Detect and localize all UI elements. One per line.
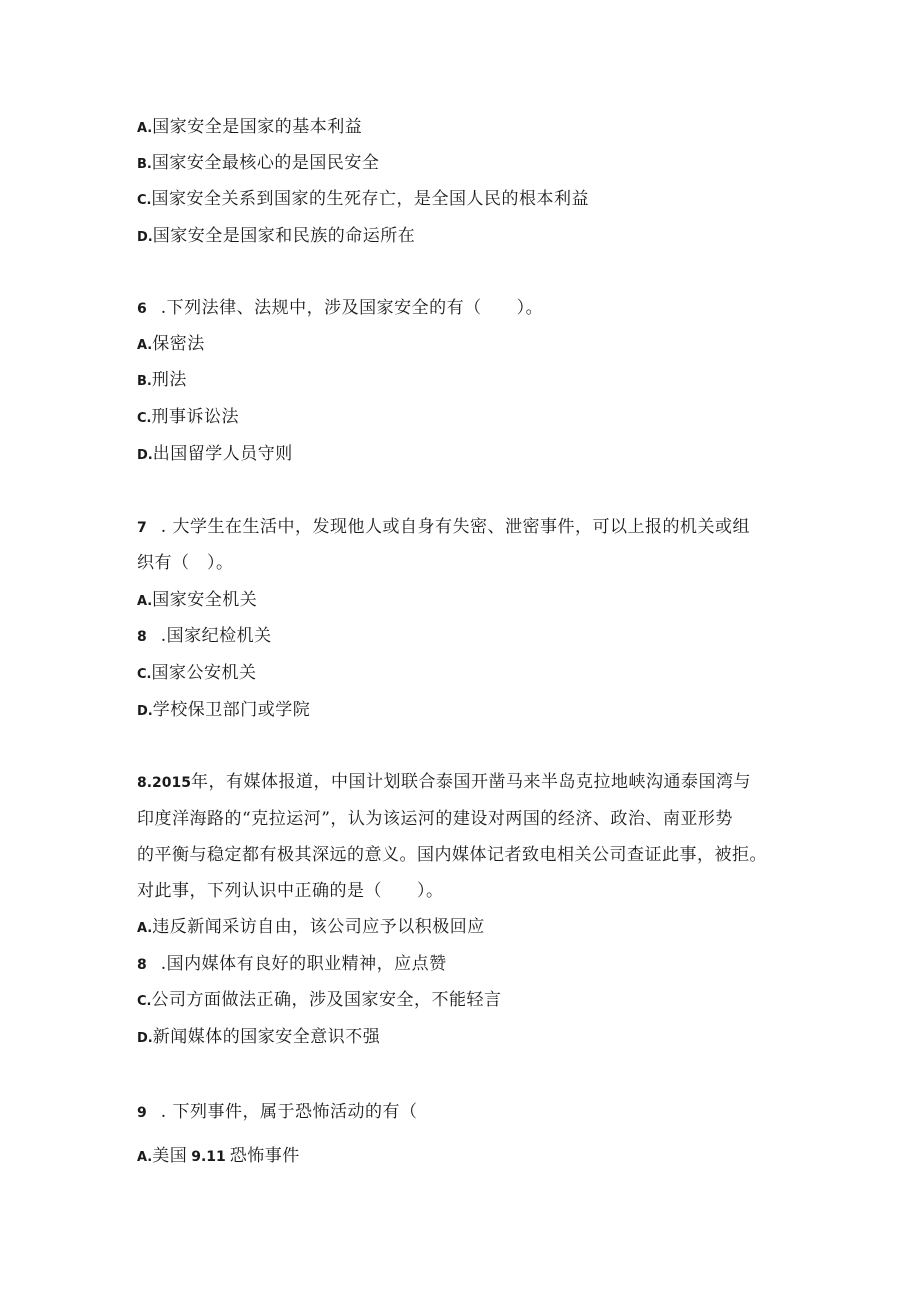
option-text: 国家安全是国家的基本利益: [152, 117, 363, 137]
q5-option-c: [137, 188, 589, 212]
option-text: 出国留学人员守则: [152, 444, 293, 464]
q6-option-d: [137, 443, 293, 467]
option-label: C.: [137, 667, 152, 682]
question-text: . 大学生在生活中，发现他人或自身有失密、泄密事件，可以上报的机关或组: [160, 517, 751, 537]
question-number: 9: [137, 1105, 147, 1121]
question-number: 6: [137, 301, 147, 317]
option-label: A.: [137, 121, 153, 136]
q8-stem-line1: [137, 771, 751, 794]
q8-stem-line3: [137, 844, 767, 866]
question-text: 对此事，下列认识中正确的是（ ）。: [137, 881, 444, 901]
q5-option-a: [137, 116, 362, 140]
q8-option-c: [137, 989, 501, 1013]
option-label: A.: [137, 594, 153, 609]
option-label: D.: [137, 1031, 153, 1046]
q8-option-b: [137, 953, 447, 976]
option-label: D.: [137, 448, 153, 463]
option-text: 国家安全机关: [152, 590, 258, 610]
q6-option-a: [137, 333, 205, 357]
option-text-bold: 9.11: [191, 1149, 226, 1165]
option-text: 刑法: [151, 370, 187, 390]
option-label: C.: [137, 411, 152, 426]
option-text: 国家安全最核心的是国民安全: [151, 153, 380, 173]
q7-stem-line2: [137, 552, 234, 574]
option-label: B.: [137, 374, 152, 389]
option-text: 违反新闻采访自由，该公司应予以积极回应: [152, 917, 485, 937]
option-label: 8: [137, 957, 147, 973]
q5-option-d: [137, 225, 415, 249]
q7-option-a: [137, 589, 257, 613]
q6-stem: [137, 297, 543, 320]
question-number: 8.2015: [137, 775, 192, 791]
question-text: 织有（ ）。: [137, 553, 234, 573]
option-text: 国家安全关系到国家的生死存亡，是全国人民的根本利益: [151, 189, 589, 209]
question-text: 印度洋海路的“克拉运河”，认为该运河的建设对两国的经济、政治、南亚形势: [137, 809, 733, 829]
q8-option-d: [137, 1026, 380, 1050]
q8-option-a: [137, 916, 485, 940]
option-label: A.: [137, 921, 153, 936]
option-text: 公司方面做法正确，涉及国家安全，不能轻言: [151, 990, 502, 1010]
q7-option-b: [137, 625, 272, 648]
question-text: 年，有媒体报道，中国计划联合泰国开凿马来半岛克拉地峡沟通泰国湾与: [191, 772, 752, 792]
q6-option-c: [137, 406, 239, 430]
q8-stem-line4: [137, 880, 444, 902]
option-text: .国内媒体有良好的职业精神，应点赞: [160, 954, 447, 974]
q9-option-a: [137, 1145, 300, 1169]
q6-option-b: [137, 369, 187, 393]
option-label: B.: [137, 157, 152, 172]
option-label: D.: [137, 704, 153, 719]
question-number: 7: [137, 520, 147, 536]
q7-option-d: [137, 699, 310, 723]
option-text: 刑事诉讼法: [151, 407, 239, 427]
q9-stem: [137, 1101, 418, 1124]
option-text: .国家纪检机关: [160, 626, 272, 646]
option-text: 国家公安机关: [151, 663, 257, 683]
q7-option-c: [137, 662, 256, 686]
question-text: .下列法律、法规中，涉及国家安全的有（ ）。: [160, 298, 544, 318]
q7-stem-line1: [137, 516, 750, 539]
option-label: A.: [137, 1150, 153, 1165]
option-label: A.: [137, 338, 153, 353]
question-text: . 下列事件，属于恐怖活动的有（: [160, 1102, 418, 1122]
option-label: 8: [137, 629, 147, 645]
q8-stem-line2: [137, 808, 733, 830]
option-text: 国家安全是国家和民族的命运所在: [152, 226, 416, 246]
option-text: 保密法: [152, 334, 205, 354]
question-text: 的平衡与稳定都有极其深远的意义。国内媒体记者致电相关公司查证此事，被拒。: [137, 845, 767, 865]
option-label: C.: [137, 193, 152, 208]
q5-option-b: [137, 152, 379, 176]
option-text: 恐怖事件: [229, 1146, 300, 1166]
option-text: 学校保卫部门或学院: [152, 700, 311, 720]
option-label: C.: [137, 994, 152, 1009]
option-text: 新闻媒体的国家安全意识不强: [152, 1027, 381, 1047]
option-label: D.: [137, 230, 153, 245]
option-text: 美国: [152, 1146, 188, 1166]
